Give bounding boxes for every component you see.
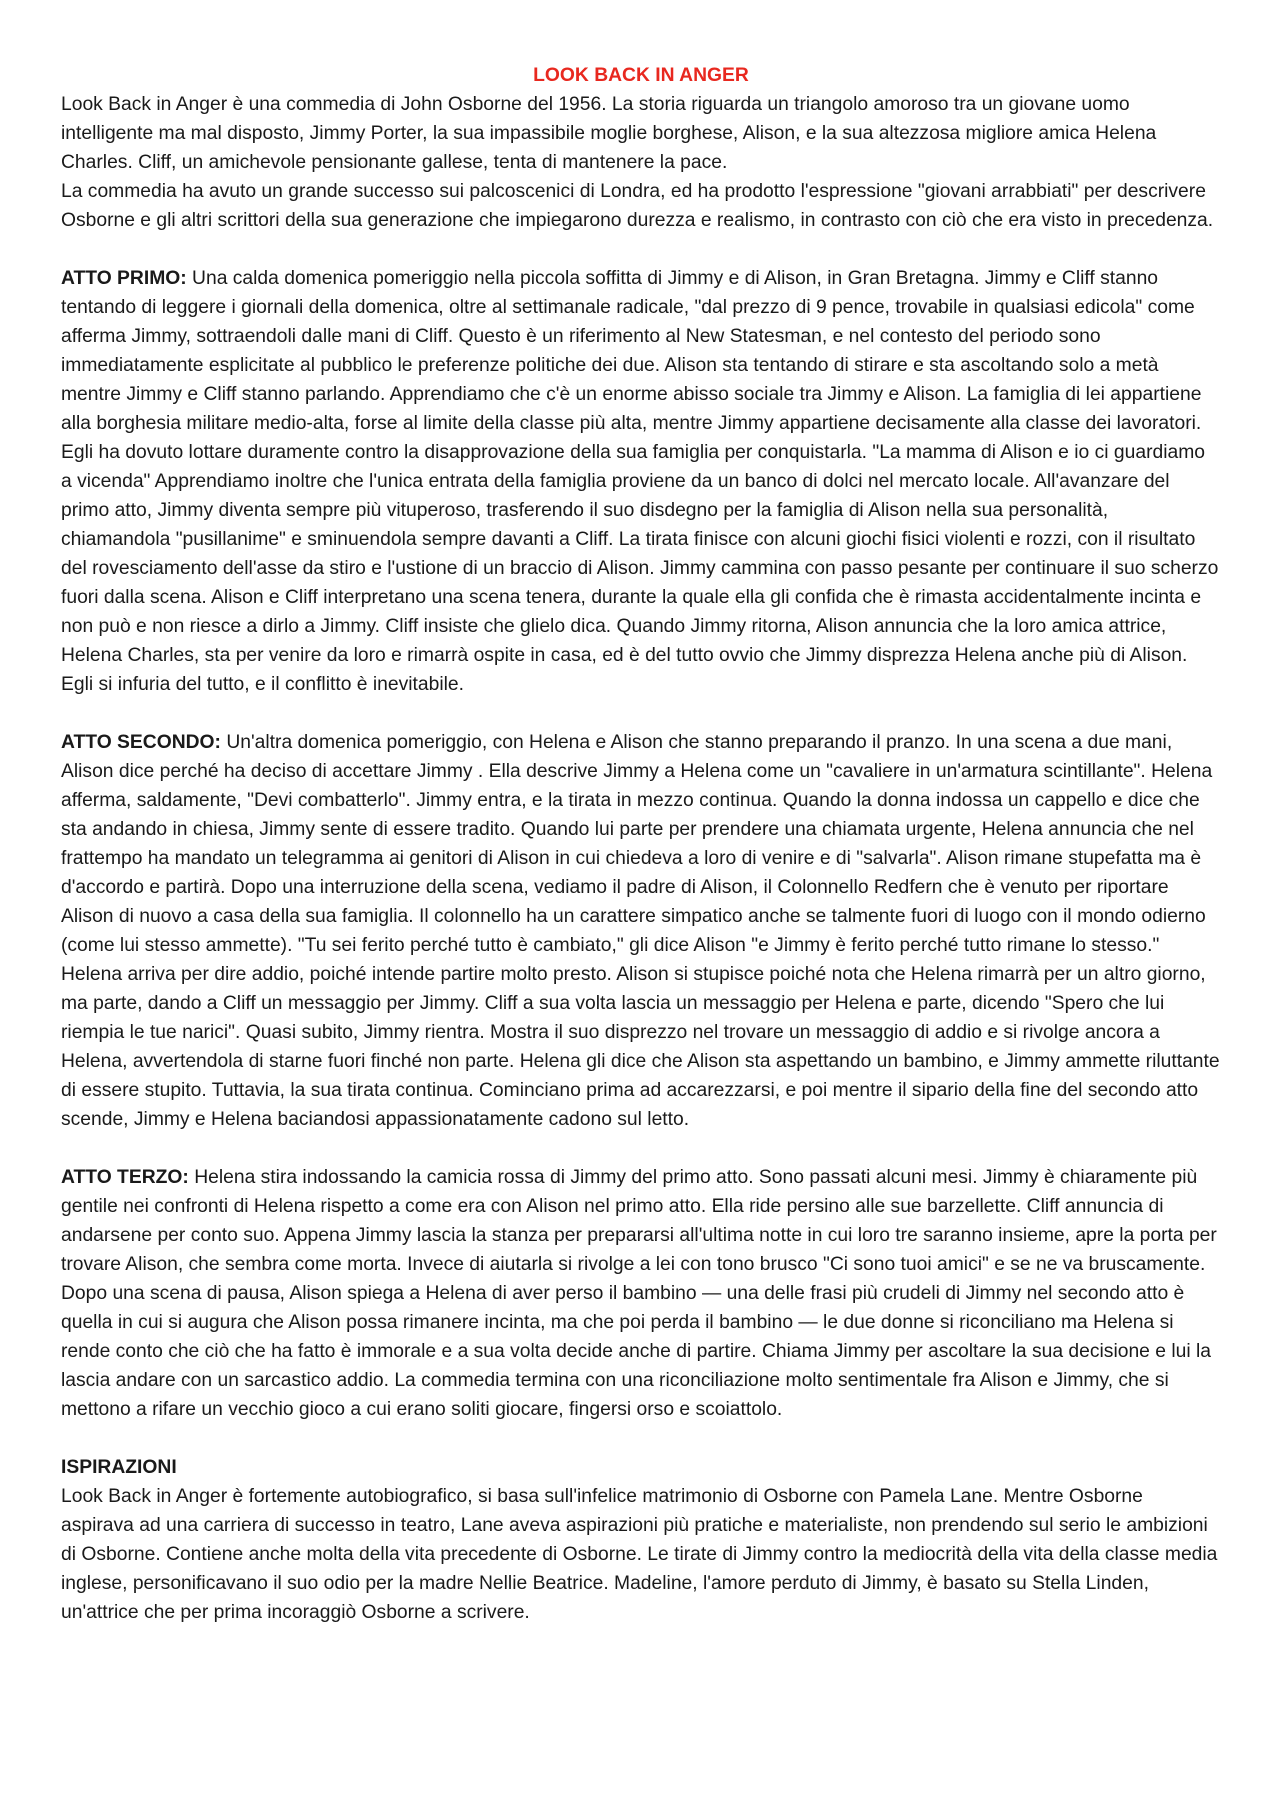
inspirations-heading: ISPIRAZIONI bbox=[61, 1457, 177, 1478]
document-page bbox=[61, 61, 1221, 1627]
act-two-label: ATTO SECONDO: bbox=[61, 732, 221, 753]
act-two-text: Un'altra domenica pomeriggio, con Helena e Alison che stanno preparando il pranzo. In una scena a due mani, Alison dice perché ha deciso di accettare Jimmy . Ella descrive Jimmy a Helena come un "cavaliere in un'armatura scintillante". Helena afferma, saldamente, "Devi combatterlo". Jimmy entra, e la tirata in mezzo continua. Quando la donna indossa un cappello e dice che sta andando in chiesa, Jimmy sente di essere tradito. Quando lui parte per prendere una chiamata urgente, Helena annuncia che nel frattempo ha mandato un telegramma ai genitori di Alison in cui chiedeva a loro di venire e di "salvarla". Alison rimane stupefatta ma è d'accordo e partirà. Dopo una interruzione della scena, vediamo il padre di Alison, il Colonnello Redfern che è venuto per riportare Alison di nuovo a casa della sua famiglia. Il colonnello ha un carattere simpatico anche se talmente fuori di luogo con il mondo odierno (come lui stesso ammette). "Tu sei ferito perché tutto è cambiato," gli dice Alison "e Jimmy è ferito perché tutto rimane lo stesso." Helena arriva per dire addio, poiché intende partire molto presto. Alison si stupisce poiché nota che Helena rimarrà per un altro giorno, ma parte, dando a Cliff un messaggio per Jimmy. Cliff a sua volta lascia un messaggio per Helena e parte, dicendo "Spero che lui riempia le tue narici". Quasi subito, Jimmy rientra. Mostra il suo disprezzo nel trovare un messaggio di addio e si rivolge ancora a Helena, avvertendola di starne fuori finché non parte. Helena gli dice che Alison sta aspettando un bambino, e Jimmy ammette riluttante di essere stupito. Tuttavia, la sua tirata continua. Cominciano prima ad accarezzarsi, e poi mentre il sipario della fine del secondo atto scende, Jimmy e Helena baciandosi appassionatamente cadono sul letto. bbox=[61, 732, 1220, 1130]
intro-paragraph-1: Look Back in Anger è una commedia di John Osborne del 1956. La storia riguarda un triangolo amoroso tra un giovane uomo intelligente ma mal disposto, Jimmy Porter, la sua impassibile moglie borghese, Alison, e la sua altezzosa migliore amica Helena Charles. Cliff, un amichevole pensionante gallese, tenta di mantenere la pace. bbox=[61, 94, 1157, 173]
act-one-label: ATTO PRIMO: bbox=[61, 268, 187, 289]
act-three-label: ATTO TERZO: bbox=[61, 1167, 189, 1188]
act-one-section bbox=[61, 264, 1221, 699]
intro-paragraph-2: La commedia ha avuto un grande successo sui palcoscenici di Londra, ed ha prodotto l'espressione "giovani arrabbiati" per descrivere Osborne e gli altri scrittori della sua generazione che impiegarono durezza e realismo, in contrasto con ciò che era visto in precedenza. bbox=[61, 181, 1214, 231]
act-three-section bbox=[61, 1163, 1221, 1424]
act-three-text: Helena stira indossando la camicia rossa di Jimmy del primo atto. Sono passati alcuni mesi. Jimmy è chiaramente più gentile nei confronti di Helena rispetto a come era con Alison nel primo atto. Ella ride persino alle sue barzellette. Cliff annuncia di andarsene per conto suo. Appena Jimmy lascia la stanza per prepararsi all'ultima notte in cui loro tre saranno insieme, apre la porta per trovare Alison, che sembra come morta. Invece di aiutarla si rivolge a lei con tono brusco "Ci sono tuoi amici" e se ne va bruscamente. Dopo una scena di pausa, Alison spiega a Helena di aver perso il bambino — una delle frasi più crudeli di Jimmy nel secondo atto è quella in cui si augura che Alison possa rimanere incinta, ma che poi perda il bambino — le due donne si riconciliano ma Helena si rende conto che ciò che ha fatto è immorale e a sua volta decide anche di partire. Chiama Jimmy per ascoltare la sua decisione e lui la lascia andare con un sarcastico addio. La commedia termina con una riconciliazione molto sentimentale fra Alison e Jimmy, che si mettono a rifare un vecchio gioco a cui erano soliti giocare, fingersi orso e scoiattolo. bbox=[61, 1167, 1217, 1420]
act-one-text: Una calda domenica pomeriggio nella piccola soffitta di Jimmy e di Alison, in Gran Bretagna. Jimmy e Cliff stanno tentando di leggere i giornali della domenica, oltre al settimanale radicale, "dal prezzo di 9 pence, trovabile in qualsiasi edicola" come afferma Jimmy, sottraendoli dalle mani di Cliff. Questo è un riferimento al New Statesman, e nel contesto del periodo sono immediatamente esplicitate al pubblico le preferenze politiche dei due. Alison sta tentando di stirare e sta ascoltando solo a metà mentre Jimmy e Cliff stanno parlando. Apprendiamo che c'è un enorme abisso sociale tra Jimmy e Alison. La famiglia di lei appartiene alla borghesia militare medio-alta, forse al limite della classe più alta, mentre Jimmy appartiene decisamente alla classe dei lavoratori. Egli ha dovuto lottare duramente contro la disapprovazione della sua famiglia per conquistarla. "La mamma di Alison e io ci guardiamo a vicenda" Apprendiamo inoltre che l'unica entrata della famiglia proviene da un banco di dolci nel mercato locale. All'avanzare del primo atto, Jimmy diventa sempre più vituperoso, trasferendo il suo disdegno per la famiglia di Alison nella sua personalità, chiamandola "pusillanime" e sminuendola sempre davanti a Cliff. La tirata finisce con alcuni giochi fisici violenti e rozzi, con il risultato del rovesciamento dell'asse da stiro e l'ustione di un braccio di Alison. Jimmy cammina con passo pesante per continuare il suo scherzo fuori dalla scena. Alison e Cliff interpretano una scena tenera, durante la quale ella gli confida che è rimasta accidentalmente incinta e non può e non riesce a dirlo a Jimmy. Cliff insiste che glielo dica. Quando Jimmy ritorna, Alison annuncia che la loro amica attrice, Helena Charles, sta per venire da loro e rimarrà ospite in casa, ed è del tutto ovvio che Jimmy disprezza Helena anche più di Alison. Egli si infuria del tutto, e il conflitto è inevitabile. bbox=[61, 268, 1219, 695]
act-two-section bbox=[61, 728, 1221, 1134]
inspirations-paragraph: Look Back in Anger è fortemente autobiografico, si basa sull'infelice matrimonio di Osborne con Pamela Lane. Mentre Osborne aspirava ad una carriera di successo in teatro, Lane aveva aspirazioni più pratiche e materialiste, non prendendo sul serio le ambizioni di Osborne. Contiene anche molta della vita precedente di Osborne. Le tirate di Jimmy contro la mediocrità della vita della classe media inglese, personificavano il suo odio per la madre Nellie Beatrice. Madeline, l'amore perduto di Jimmy, è basato su Stella Linden, un'attrice che per prima incoraggiò Osborne a scrivere. bbox=[61, 1486, 1218, 1623]
document-title: LOOK BACK IN ANGER bbox=[533, 65, 749, 86]
